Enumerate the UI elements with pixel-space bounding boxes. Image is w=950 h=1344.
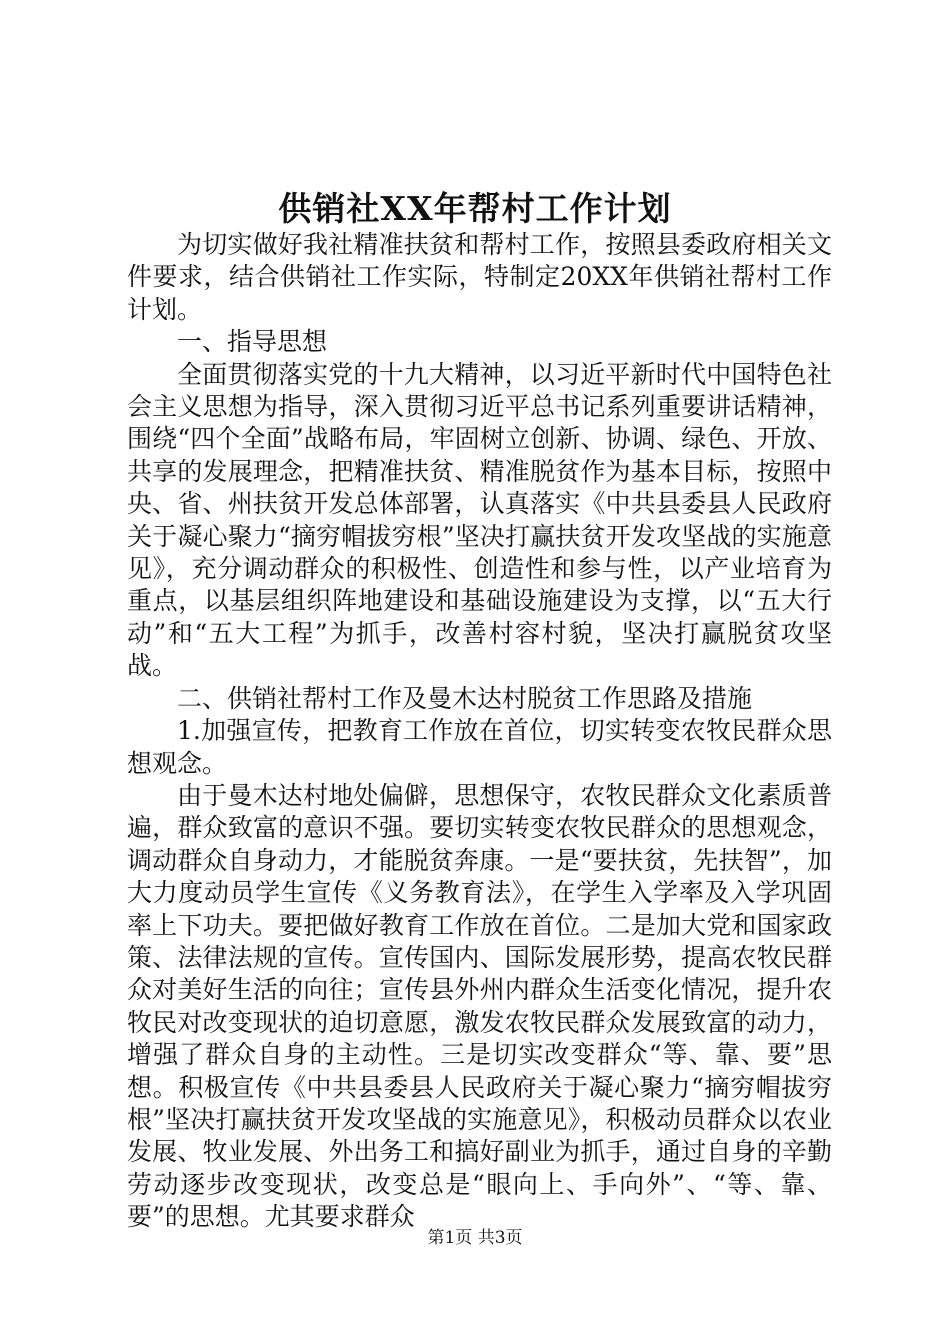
section-heading-work-approach: 二、供销社帮村工作及曼木达村脱贫工作思路及措施 bbox=[177, 683, 753, 713]
subsection-heading-publicity: 1.加强宣传，把教育工作放在首位，切实转变农牧民群众思想观念。 bbox=[127, 716, 832, 778]
page-number-footer: 第1页 共3页 bbox=[427, 1228, 523, 1248]
section-heading-guiding-thought: 一、指导思想 bbox=[177, 327, 328, 357]
document-title: 供销社XX年帮村工作计划 bbox=[278, 189, 672, 228]
document-body bbox=[127, 229, 832, 1234]
publicity-paragraph: 由于曼木达村地处偏僻，思想保守，农牧民群众文化素质普遍，群众致富的意识不强。要切实转变农牧民群众的思想观念，调动群众自身动力，才能脱贫奔康。一是“要扶贫，先扶智”，加大力度动员学生宣传《义务教育法》，在学生入学率及入学巩固率上下功夫。要把做好教育工作放在首位。二是加大党和国家政策、法律法规的宣传。宣传国内、国际发展形势，提高农牧民群众对美好生活的向往；宣传县外州内群众生活变化情况，提升农牧民对改变现状的迫切意愿，激发农牧民群众发展致富的动力，增强了群众自身的主动性。三是切实改变群众“等、靠、要”思想。积极宣传《中共县委县人民政府关于凝心聚力“摘穷帽拔穷根”坚决打赢扶贫开发攻坚战的实施意见》，积极动员群众以农业发展、牧业发展、外出务工和搞好副业为抓手，通过自身的辛勤劳动逐步改变现状，改变总是“眼向上、手向外”、“等、靠、要”的思想。尤其要求群众 bbox=[127, 780, 832, 1232]
guiding-thought-paragraph: 全面贯彻落实党的十九大精神，以习近平新时代中国特色社会主义思想为指导，深入贯彻习近平总书记系列重要讲话精神，围绕“四个全面”战略布局，牢固树立创新、协调、绿色、开放、共享的发展理念，把精准扶贫、精准脱贫作为基本目标，按照中央、省、州扶贫开发总体部署，认真落实《中共县委县人民政府关于凝心聚力“摘穷帽拔穷根”坚决打赢扶贫开发攻坚战的实施意见》，充分调动群众的积极性、创造性和参与性，以产业培育为重点，以基层组织阵地建设和基础设施建设为支撑，以“五大行动”和“五大工程”为抓手，改善村容村貌，坚决打赢脱贫攻坚战。 bbox=[127, 359, 832, 681]
intro-paragraph: 为切实做好我社精准扶贫和帮村工作，按照县委政府相关文件要求，结合供销社工作实际，特制定20XX年供销社帮村工作计划。 bbox=[127, 230, 832, 324]
